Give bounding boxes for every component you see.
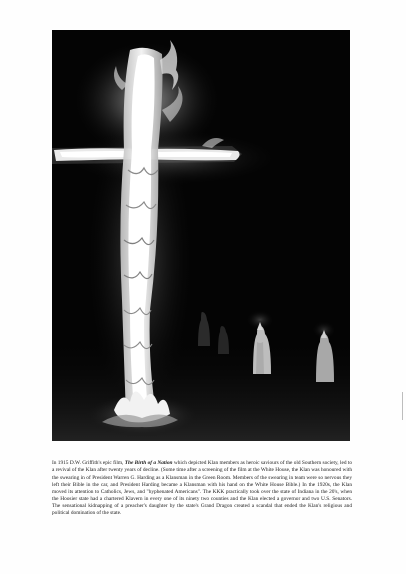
photo-caption xyxy=(52,460,352,517)
photo-illustration xyxy=(52,30,350,441)
burning-cross-photograph xyxy=(52,30,350,441)
caption-text-body: which depicted Klan members as heroic saviours of the old Southern society, led to a revival of the Klan after twenty years of decline. (Some time after a screening of the film at the White House, the Klan was honoured with the swearing in of President Warren G. Harding as a Klansman in the Green Room. Members of the swearing in team were so nervous they left their Bible in the car, and President Harding became a Klansman with his hand on the White House Bible.) In the 1920s, the Klan moved its attention to Catholics, Jews, and "hyphenated Americans". The KKK practically took over the state of Indiana in the 20's, when the Hoosier state had a chartered Klavern in every one of its ninety two counties and the Klan elected a governor and two U.S. Senators. The sensational kidnapping of a preacher's daughter by the state's Grand Dragon created a scandal that ended the Klan's religious and political domination of the state. xyxy=(52,460,353,516)
page-edge-mark xyxy=(402,392,403,420)
film-title: The Birth of a Nation xyxy=(124,460,173,467)
caption-text-intro: In 1915 D.W. Griffith's epic film, xyxy=(52,460,125,467)
